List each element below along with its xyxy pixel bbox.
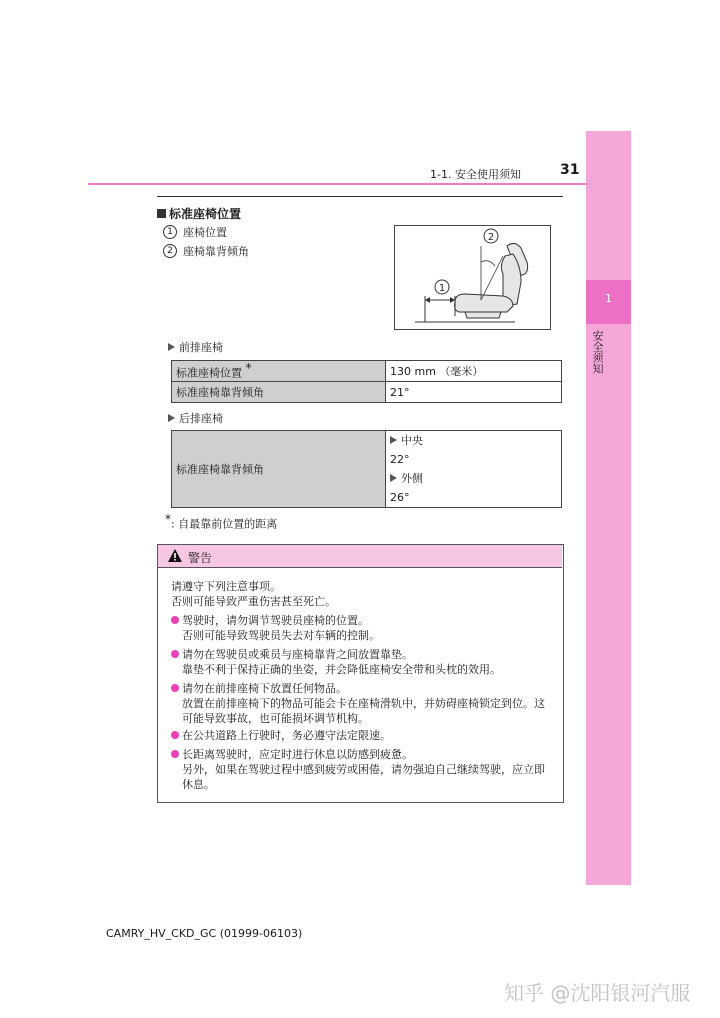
front-seat-table [171,360,562,403]
warning-triangle-icon [167,548,183,567]
bullet-icon [171,616,179,624]
seat-diagram-icon [395,226,550,329]
table-key: 标准座椅靠背倾角 [172,431,386,508]
table-row [172,361,562,382]
page-number: 31 [560,162,580,178]
seat-position-figure [394,225,551,330]
table-key: 标准座椅位置 * [172,361,386,382]
warning-header [158,545,562,568]
triangle-right-icon [168,414,175,422]
chapter-sidebar [586,131,631,885]
rear-side-label: 外侧 [390,469,557,488]
section-divider [157,196,563,197]
chapter-label: 安全须知 [591,330,604,374]
triangle-right-icon [390,474,397,482]
rear-center-label: 中央 [390,431,557,450]
watermark: 知乎 @沈阳银河汽服 [504,981,691,1005]
legend-item: 1 座椅位置 [163,224,227,240]
warning-bullet: 驾驶时，请勿调节驾驶员座椅的位置。 否则可能导致驾驶员失去对车辆的控制。 [171,613,380,643]
warning-intro: 请遵守下列注意事项。 否则可能导致严重伤害甚至死亡。 [171,580,336,608]
footnote: *: 自最靠前位置的距离 [165,512,278,531]
triangle-right-icon [168,343,175,351]
rear-center-value: 22° [390,453,410,466]
document-code: CAMRY_HV_CKD_GC (01999-06103) [106,927,303,940]
table-value [386,431,562,508]
bullet-icon [171,731,179,739]
bullet-icon [171,684,179,692]
warning-bullet: 请勿在驾驶员或乘员与座椅靠背之间放置靠垫。 靠垫不利于保持正确的坐姿，并会降低座椅安全带和头枕的效用。 [171,647,501,677]
table-row [172,382,562,403]
section-heading: 1-1. 安全使用须知 [430,168,521,181]
section-title: 标准座椅位置 [157,205,241,222]
rear-seat-heading: 后排座椅 [168,410,223,426]
figure-marker-2: 2 [487,232,495,243]
square-bullet-icon [157,209,166,218]
warning-bullet: 在公共道路上行驶时，务必遵守法定限速。 [171,728,391,743]
warning-bullet: 长距离驾驶时，应定时进行休息以防感到疲惫。 另外，如果在驾驶过程中感到疲劳或困倦，请勿强迫自己继续驾驶，应立即 休息。 [171,747,545,792]
header-divider [88,183,586,185]
rear-side-value: 26° [390,491,410,504]
figure-marker-1: 1 [438,283,446,294]
table-row [172,431,562,508]
rear-seat-table [171,430,562,508]
bullet-icon [171,750,179,758]
triangle-right-icon [390,436,397,444]
table-value: 21° [386,382,562,403]
circled-number-icon: 1 [163,225,177,239]
circled-number-icon: 2 [163,244,177,258]
front-seat-heading: 前排座椅 [168,339,223,355]
bullet-icon [171,650,179,658]
chapter-number: 1 [605,292,612,305]
table-value: 130 mm （毫米） [386,361,562,382]
warning-title: 警告 [188,551,213,565]
warning-bullet: 请勿在前排座椅下放置任何物品。 放置在前排座椅下的物品可能会卡在座椅滑轨中，并妨碍座椅锁定到位。这 可能导致事故，也可能损坏调节机构。 [171,681,545,726]
table-key: 标准座椅靠背倾角 [172,382,386,403]
legend-item: 2 座椅靠背倾角 [163,243,249,259]
